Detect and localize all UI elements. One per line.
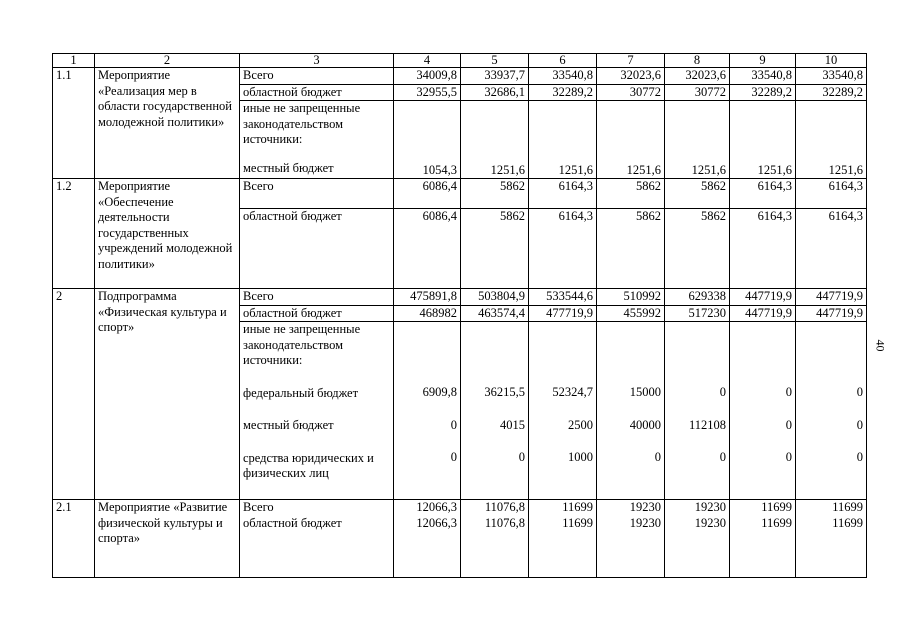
header-cell: 3	[240, 54, 394, 68]
value-cell: 1251,6	[665, 101, 730, 179]
value-cell: 11699	[730, 516, 796, 578]
value-cell: 19230	[665, 516, 730, 578]
value-cell: 447719,9	[796, 289, 867, 306]
value-cell: 0	[654, 450, 661, 464]
value-cell: 4015	[500, 417, 525, 432]
value-cell: 0	[518, 450, 525, 464]
spacer	[397, 322, 457, 385]
value-cell: 32289,2	[796, 84, 867, 101]
value-cell: 510992	[597, 289, 665, 306]
source-label-text: местный бюджет	[243, 418, 334, 432]
value-cell: 0	[856, 417, 863, 432]
value-cell: 32023,6	[597, 68, 665, 85]
value-cell: 1054,3	[394, 101, 461, 179]
value-cell: 52324,7	[552, 385, 593, 399]
value-cell: 40000	[629, 417, 661, 432]
value-cell: 6164,3	[529, 209, 597, 289]
value-cell: 11699	[796, 516, 867, 578]
spacer	[668, 322, 726, 385]
value-cell: 19230	[597, 500, 665, 516]
value-cell: 0	[785, 450, 792, 464]
value-cell: 0	[719, 385, 726, 399]
value-cell: 503804,9	[461, 289, 529, 306]
value-stack	[665, 322, 730, 500]
budget-table	[52, 53, 867, 578]
value-cell: 2500	[568, 417, 593, 432]
spacer	[464, 322, 525, 385]
row-number: 1.2	[53, 179, 95, 289]
header-cell: 5	[461, 54, 529, 68]
value-cell: 32686,1	[461, 84, 529, 101]
page-number: 40	[873, 339, 888, 352]
value-cell: 1251,6	[461, 101, 529, 179]
value-stack	[730, 322, 796, 500]
value-cell: 463574,4	[461, 305, 529, 322]
source-label-text: иные не запрещенные законодательством источники:	[243, 322, 361, 367]
spacer	[733, 433, 792, 450]
spacer	[668, 433, 726, 450]
value-cell: 0	[719, 450, 726, 464]
source-label: Всего	[240, 500, 394, 516]
table-row	[53, 68, 867, 85]
source-label: областной бюджет	[240, 516, 394, 578]
spacer	[799, 322, 863, 385]
value-cell: 19230	[665, 500, 730, 516]
value-cell: 6086,4	[394, 179, 461, 209]
spacer	[532, 322, 593, 385]
value-cell: 32023,6	[665, 68, 730, 85]
value-cell: 6909,8	[422, 385, 457, 399]
value-cell: 0	[450, 450, 457, 464]
value-cell: 0	[785, 385, 792, 399]
value-cell: 1251,6	[597, 101, 665, 179]
value-cell: 32289,2	[730, 84, 796, 101]
value-cell: 6086,4	[394, 209, 461, 289]
row-name: Мероприятие «Реализация мер в области государственной молодежной политики»	[95, 68, 240, 179]
row-name: Мероприятие «Развитие физической культуры и спорта»	[95, 500, 240, 578]
value-stack	[529, 322, 597, 500]
row-number: 2.1	[53, 500, 95, 578]
value-cell: 30772	[665, 84, 730, 101]
value-cell: 5862	[597, 209, 665, 289]
value-cell: 6164,3	[730, 209, 796, 289]
row-name: Мероприятие «Обеспечение деятельности государственных учреждений молодежной политики»	[95, 179, 240, 289]
spacer	[600, 322, 661, 385]
spacer	[397, 433, 457, 450]
value-cell: 0	[856, 385, 863, 399]
value-cell: 11699	[529, 516, 597, 578]
value-cell: 6164,3	[730, 179, 796, 209]
value-cell: 447719,9	[730, 289, 796, 306]
value-cell: 11699	[796, 500, 867, 516]
source-label: Всего	[240, 179, 394, 209]
value-cell: 112108	[688, 417, 726, 432]
value-cell: 1251,6	[730, 101, 796, 179]
value-cell: 36215,5	[484, 385, 525, 399]
value-cell: 30772	[597, 84, 665, 101]
spacer	[600, 401, 661, 418]
header-cell: 1	[53, 54, 95, 68]
table-row	[53, 179, 867, 209]
source-label-text: иные не запрещенные законодательством источники:	[243, 101, 361, 146]
value-cell: 1000	[568, 450, 593, 464]
value-cell: 5862	[461, 209, 529, 289]
value-cell: 11076,8	[461, 500, 529, 516]
header-cell: 4	[394, 54, 461, 68]
value-cell: 12066,3	[394, 500, 461, 516]
row-name: Подпрограмма «Физическая культура и спорт»	[95, 289, 240, 500]
source-label: Всего	[240, 289, 394, 306]
value-cell: 32289,2	[529, 84, 597, 101]
source-label: областной бюджет	[240, 305, 394, 322]
value-cell: 6164,3	[796, 209, 867, 289]
value-cell: 447719,9	[730, 305, 796, 322]
value-cell: 11699	[529, 500, 597, 516]
value-cell: 34009,8	[394, 68, 461, 85]
value-cell: 447719,9	[796, 305, 867, 322]
value-stack	[597, 322, 665, 500]
header-cell: 8	[665, 54, 730, 68]
value-stack	[394, 322, 461, 500]
value-cell: 0	[856, 450, 863, 464]
spacer	[799, 401, 863, 418]
source-label	[240, 101, 394, 179]
spacer	[464, 401, 525, 418]
value-cell: 33937,7	[461, 68, 529, 85]
row-number: 1.1	[53, 68, 95, 179]
source-label	[240, 322, 394, 500]
table-row	[53, 500, 867, 516]
source-label-text: местный бюджет	[243, 160, 334, 175]
value-cell: 0	[785, 417, 792, 432]
value-cell: 15000	[629, 385, 661, 399]
header-row	[53, 54, 867, 68]
row-number: 2	[53, 289, 95, 500]
value-cell: 468982	[394, 305, 461, 322]
spacer	[243, 434, 390, 451]
spacer	[243, 369, 390, 386]
value-cell: 6164,3	[796, 179, 867, 209]
spacer	[799, 433, 863, 450]
table-row	[53, 289, 867, 306]
spacer	[532, 401, 593, 418]
spacer	[733, 322, 792, 385]
spacer	[733, 401, 792, 418]
value-cell: 517230	[665, 305, 730, 322]
spacer	[243, 148, 390, 161]
spacer	[464, 433, 525, 450]
source-label: Всего	[240, 68, 394, 85]
source-label-text: средства юридических и физических лиц	[243, 450, 374, 480]
spacer	[532, 433, 593, 450]
value-cell: 1251,6	[796, 101, 867, 179]
value-cell: 5862	[665, 209, 730, 289]
value-cell: 455992	[597, 305, 665, 322]
source-label: областной бюджет	[240, 84, 394, 101]
value-stack	[461, 322, 529, 500]
header-cell: 2	[95, 54, 240, 68]
source-label-text: федеральный бюджет	[243, 385, 359, 400]
header-cell: 9	[730, 54, 796, 68]
header-cell: 7	[597, 54, 665, 68]
value-cell: 5862	[461, 179, 529, 209]
header-cell: 10	[796, 54, 867, 68]
spacer	[668, 401, 726, 418]
value-cell: 19230	[597, 516, 665, 578]
value-cell: 33540,8	[796, 68, 867, 85]
value-cell: 475891,8	[394, 289, 461, 306]
spacer	[600, 433, 661, 450]
value-cell: 5862	[597, 179, 665, 209]
value-cell: 12066,3	[394, 516, 461, 578]
spacer	[243, 401, 390, 418]
value-stack	[796, 322, 867, 500]
value-cell: 0	[450, 417, 457, 432]
value-cell: 6164,3	[529, 179, 597, 209]
value-cell: 11076,8	[461, 516, 529, 578]
value-cell: 33540,8	[730, 68, 796, 85]
value-cell: 11699	[730, 500, 796, 516]
spacer	[397, 401, 457, 418]
header-cell: 6	[529, 54, 597, 68]
value-cell: 1251,6	[529, 101, 597, 179]
value-cell: 629338	[665, 289, 730, 306]
value-cell: 477719,9	[529, 305, 597, 322]
value-cell: 32955,5	[394, 84, 461, 101]
source-label: областной бюджет	[240, 209, 394, 289]
value-cell: 533544,6	[529, 289, 597, 306]
value-cell: 33540,8	[529, 68, 597, 85]
value-cell: 5862	[665, 179, 730, 209]
